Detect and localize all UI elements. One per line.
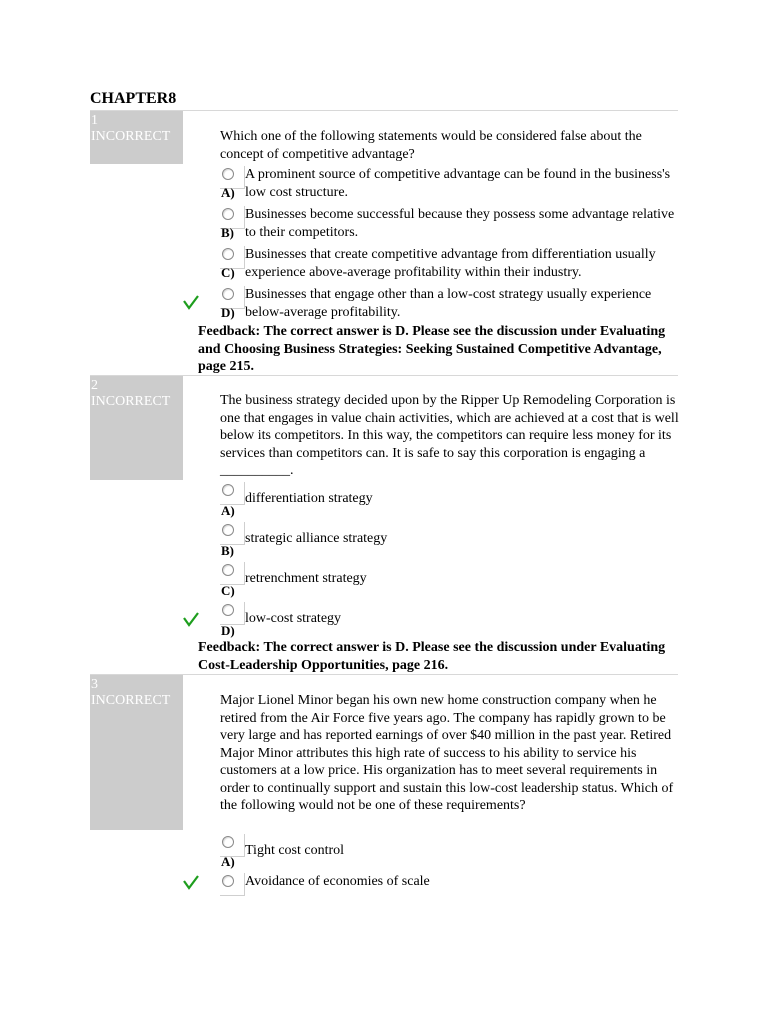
question-status: INCORRECT	[91, 693, 171, 708]
option-text: low-cost strategy	[245, 611, 342, 626]
radio-button-icon[interactable]	[222, 208, 234, 220]
option-letter: D)	[221, 623, 235, 638]
option-text: Businesses that create competitive advantage from differentiation usually experience above-average profitability within their industry.	[245, 247, 656, 280]
question-status: INCORRECT	[91, 129, 171, 144]
option-text: Tight cost control	[245, 843, 345, 858]
checkmark-icon	[183, 294, 199, 315]
question-number: 2	[91, 378, 98, 393]
radio-button-icon[interactable]	[222, 836, 234, 848]
radio-button-icon[interactable]	[222, 524, 234, 536]
option-text: retrenchment strategy	[245, 571, 367, 586]
option-letter: B)	[221, 543, 234, 558]
checkmark-icon	[183, 874, 199, 895]
question-status: INCORRECT	[91, 394, 171, 409]
feedback-text: Feedback: The correct answer is D. Please see the discussion under Evaluating and Choosing Business Strategies: Seeking Sustained Competitive Advantage, page 215.	[198, 324, 666, 374]
option-text: Businesses become successful because they possess some advantage relative to their competitors.	[245, 207, 675, 240]
option-text: strategic alliance strategy	[245, 531, 388, 546]
question-text: Major Lionel Minor began his own new home construction company when he retired from the Air Force five years ago. The company has rapidly grown to be very large and has reported earnings of over $40 million in the past year. Retired Major Minor attributes this high rate of success to his ability to service his customers at a low price. His organization has to meet several requirements in order to continually support and sustain this low-cost leadership status. Which of the following would not be one of these requirements?	[220, 693, 674, 813]
option-letter: C)	[221, 265, 235, 280]
radio-button-icon[interactable]	[222, 604, 234, 616]
option-text: Businesses that engage other than a low-cost strategy usually experience below-average profitability.	[245, 287, 652, 320]
radio-button-icon[interactable]	[222, 484, 234, 496]
chapter-title: CHAPTER8	[90, 90, 177, 107]
option-letter: B)	[221, 225, 234, 240]
question-text: Which one of the following statements would be considered false about the concept of competitive advantage?	[220, 129, 642, 162]
question-number: 1	[91, 113, 98, 128]
question-status-box	[90, 111, 183, 164]
radio-button-icon[interactable]	[222, 564, 234, 576]
radio-button-icon[interactable]	[222, 288, 234, 300]
option-letter: A)	[221, 503, 235, 518]
option-text: A prominent source of competitive advantage can be found in the business's low cost structure.	[245, 167, 671, 200]
radio-button-icon[interactable]	[222, 875, 234, 887]
option-letter: A)	[221, 185, 235, 200]
radio-button-icon[interactable]	[222, 248, 234, 260]
question-status-box	[90, 376, 183, 480]
radio-button-icon[interactable]	[222, 168, 234, 180]
question-number: 3	[91, 677, 98, 692]
option-text: differentiation strategy	[245, 491, 373, 506]
question-text: The business strategy decided upon by the Ripper Up Remodeling Corporation is one that engages in value chain activities, which are achieved at a cost that is well below its competitors. In this way, the competitors can require less money for its services than competitors can. It is safe to say this corporation is engaging a __________.	[220, 393, 679, 478]
feedback-text: Feedback: The correct answer is D. Please see the discussion under Evaluating Cost-Leadership Opportunities, page 216.	[198, 640, 666, 673]
option-letter: C)	[221, 583, 235, 598]
option-text: Avoidance of economies of scale	[245, 874, 430, 889]
question-status-box	[90, 675, 183, 830]
option-letter: D)	[221, 305, 235, 320]
option-letter: A)	[221, 854, 235, 869]
checkmark-icon	[183, 611, 199, 632]
